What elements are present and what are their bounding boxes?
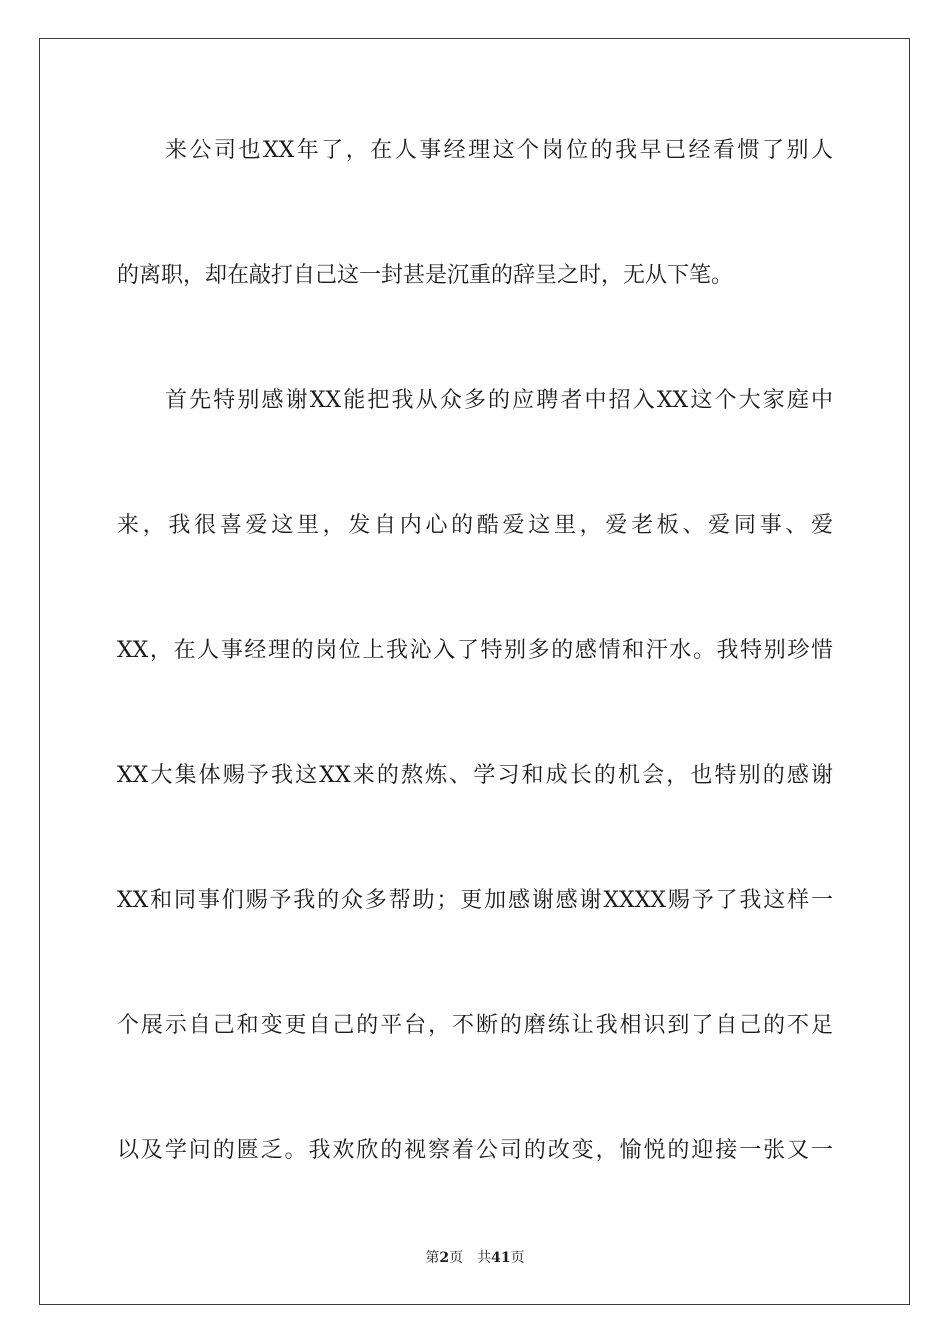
- paragraph-line: 来公司也XX年了，在人事经理这个岗位的我早已经看惯了别人: [165, 138, 833, 163]
- paragraph-line: XX，在人事经理的岗位上我沁入了特别多的感情和汗水。我特别珍惜: [117, 638, 833, 663]
- page-prefix: 第: [425, 1250, 440, 1266]
- page-footer: [0, 1247, 950, 1267]
- total-prefix: 共: [477, 1250, 492, 1266]
- page-border: [39, 38, 910, 1305]
- paragraph-line: 来，我很喜爱这里，发自内心的酷爱这里，爱老板、爱同事、爱: [117, 513, 833, 538]
- paragraph-line: 个展示自己和变更自己的平台，不断的磨练让我相识到了自己的不足: [117, 1013, 833, 1038]
- paragraph-line: 首先特别感谢XX能把我从众多的应聘者中招入XX这个大家庭中: [165, 388, 833, 413]
- paragraph-line: 以及学问的匮乏。我欢欣的视察着公司的改变，愉悦的迎接一张又一: [117, 1138, 833, 1163]
- page-current: 2: [439, 1250, 450, 1266]
- total-suffix: 页: [510, 1250, 525, 1266]
- paragraph-line: 的离职，却在敲打自己这一封甚是沉重的辞呈之时，无从下笔。: [117, 263, 734, 288]
- page-suffix: 页: [449, 1250, 464, 1266]
- paragraph-line: XX和同事们赐予我的众多帮助；更加感谢感谢XXXX赐予了我这样一: [117, 888, 833, 913]
- paragraph-line: XX大集体赐予我这XX来的熬炼、学习和成长的机会，也特别的感谢: [117, 763, 833, 788]
- page-total: 41: [491, 1250, 511, 1266]
